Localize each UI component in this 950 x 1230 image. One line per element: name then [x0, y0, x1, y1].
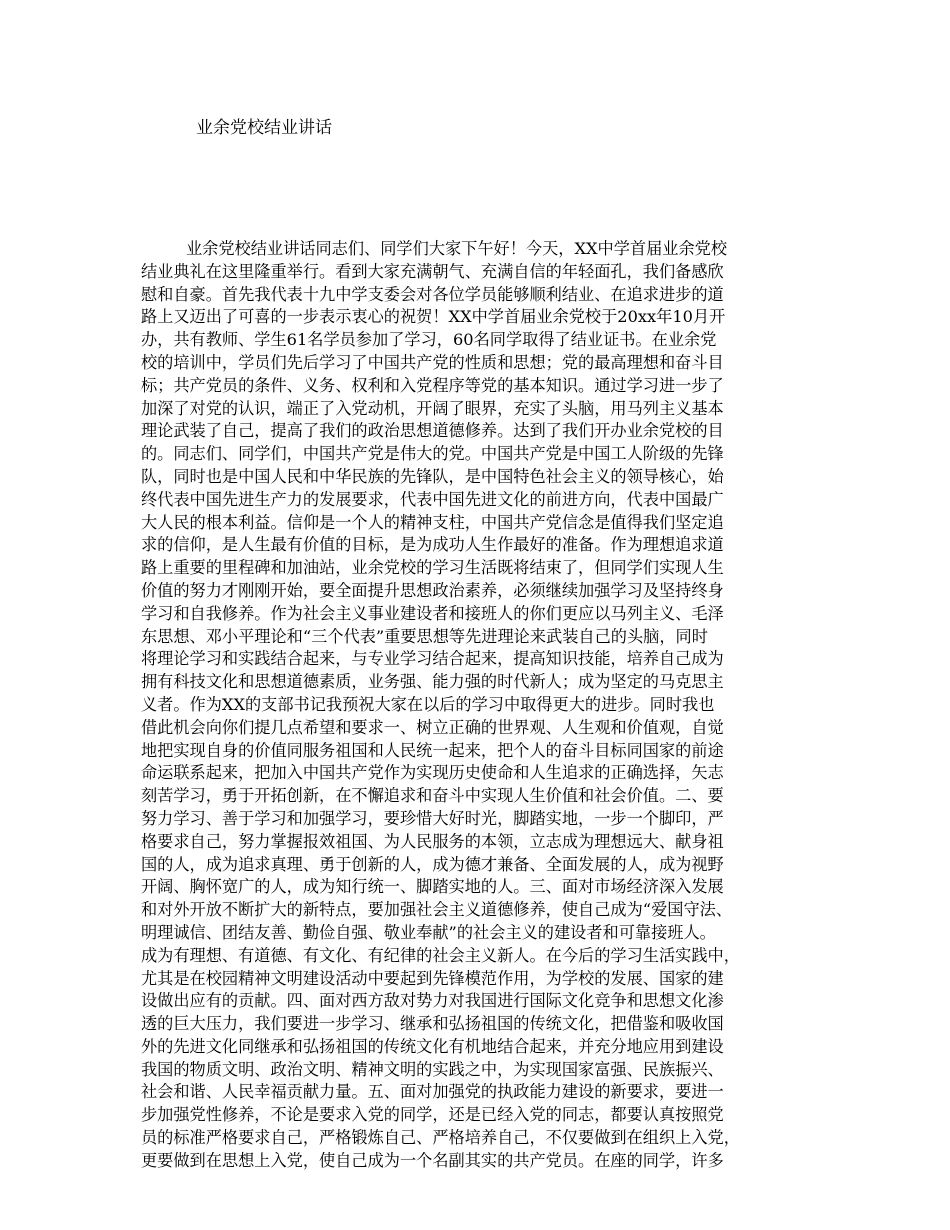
body-line: 终代表中国先进生产力的发展要求，代表中国先进文化的前进方向，代表中国最广 — [141, 489, 724, 509]
body-line: 我国的物质文明、政治文明、精神文明的实践之中，为实现国家富强、民族振兴、 — [141, 1059, 724, 1079]
body-line: 步加强党性修养，不论是要求入党的同学，还是已经入党的同志，都要认真按照党 — [141, 1105, 724, 1125]
body-line: 社会和谐、人民幸福贡献力量。五、面对加强党的执政能力建设的新要求，要进一 — [141, 1082, 724, 1102]
body-line: 和对外开放不断扩大的新特点，要加强社会主义道德修养，使自己成为“爱国守法、 — [141, 900, 733, 920]
body-line: 标；共产党员的条件、义务、权利和入党程序等党的基本知识。通过学习进一步了 — [141, 375, 724, 395]
document-body — [141, 238, 821, 1173]
body-line: 拥有科技文化和思想道德素质，业务强、能力强的时代新人；成为坚定的马克思主 — [141, 672, 724, 692]
body-line: 队，同时也是中国人民和中华民族的先锋队，是中国特色社会主义的领导核心，始 — [141, 466, 724, 486]
body-line: 国的人，成为追求真理、勇于创新的人，成为德才兼备、全面发展的人，成为视野 — [141, 854, 724, 874]
body-line: 开阔、胸怀宽广的人，成为知行统一、脚踏实地的人。三、面对市场经济深入发展 — [141, 877, 724, 897]
body-line: 成为有理想、有道德、有文化、有纪律的社会主义新人。在今后的学习生活实践中， — [141, 945, 740, 965]
body-line: 结业典礼在这里隆重举行。看到大家充满朝气、充满自信的年轻面孔，我们备感欣 — [141, 261, 724, 281]
body-line: 明理诚信、团结友善、勤俭自强、敬业奉献”的社会主义的建设者和可靠接班人。 — [141, 922, 716, 942]
body-line: 东思想、邓小平理论和“三个代表”重要思想等先进理论来武装自己的头脑，同时 — [141, 626, 708, 646]
body-line: 慰和自豪。首先我代表十九中学支委会对各位学员能够顺利结业、在追求进步的道 — [141, 284, 724, 304]
body-line: 地把实现自身的价值同服务祖国和人民统一起来，把个人的奋斗目标同国家的前途 — [141, 740, 724, 760]
body-line: 努力学习、善于学习和加强学习，要珍惜大好时光，脚踏实地，一步一个脚印，严 — [141, 808, 724, 828]
body-line: 外的先进文化同继承和弘扬祖国的传统文化有机地结合起来，并充分地应用到建设 — [141, 1036, 724, 1056]
body-line: 加深了对党的认识，端正了入党动机，开阔了眼界，充实了头脑，用马列主义基本 — [141, 398, 724, 418]
body-line: 理论武装了自己，提高了我们的政治思想道德修养。达到了我们开办业余党校的目 — [141, 421, 724, 441]
body-line: 的。同志们、同学们，中国共产党是伟大的党。中国共产党是中国工人阶级的先锋 — [141, 444, 724, 464]
body-line: 借此机会向你们提几点希望和要求一、树立正确的世界观、人生观和价值观，自觉 — [141, 717, 724, 737]
body-line: 更要做到在思想上入党，使自己成为一个名副其实的共产党员。在座的同学，许多 — [141, 1150, 724, 1170]
body-line: 校的培训中，学员们先后学习了中国共产党的性质和思想；党的最高理想和奋斗目 — [141, 352, 724, 372]
document-title: 业余党校结业讲话 — [196, 118, 332, 138]
body-line: 透的巨大压力，我们要进一步学习、继承和弘扬祖国的传统文化，把借鉴和吸收国 — [141, 1014, 724, 1034]
body-line: 命运联系起来，把加入中国共产党作为实现历史使命和人生追求的正确选择，矢志 — [141, 763, 724, 783]
body-line: 求的信仰，是人生最有价值的目标，是为成功人生作最好的准备。作为理想追求道 — [141, 535, 724, 555]
body-line: 尤其是在校园精神文明建设活动中要起到先锋模范作用，为学校的发展、国家的建 — [141, 968, 724, 988]
body-line: 设做出应有的贡献。四、面对西方敌对势力对我国进行国际文化竞争和思想文化渗 — [141, 991, 724, 1011]
body-line: 学习和自我修养。作为社会主义事业建设者和接班人的你们更应以马列主义、毛泽 — [141, 603, 724, 623]
body-line: 员的标准严格要求自己，严格锻炼自己、严格培养自己，不仅要做到在组织上入党， — [141, 1128, 740, 1148]
body-line: 路上又迈出了可喜的一步表示衷心的祝贺！XX中学首届业余党校于20xx年10月开 — [141, 307, 726, 327]
body-line: 业余党校结业讲话同志们、同学们大家下午好！今天，XX中学首届业余党校 — [186, 239, 728, 258]
body-line: 价值的努力才刚刚开始，要全面提升思想政治素养，必须继续加强学习及坚持终身 — [141, 580, 724, 600]
body-line: 刻苦学习，勇于开拓创新，在不懈追求和奋斗中实现人生价值和社会价值。二、要 — [141, 786, 724, 806]
body-line: 将理论学习和实践结合起来，与专业学习结合起来，提高知识技能，培养自己成为 — [141, 649, 724, 669]
body-line: 格要求自己，努力掌握报效祖国、为人民服务的本领，立志成为理想远大、献身祖 — [141, 831, 724, 851]
body-line: 办，共有教师、学生61名学员参加了学习，60名同学取得了结业证书。在业余党 — [141, 330, 717, 350]
body-line: 路上重要的里程碑和加油站，业余党校的学习生活既将结束了，但同学们实现人生 — [141, 558, 724, 578]
body-line: 大人民的根本利益。信仰是一个人的精神支柱，中国共产党信念是值得我们坚定追 — [141, 512, 724, 532]
body-line: 义者。作为XX的支部书记我预祝大家在以后的学习中取得更大的进步。同时我也 — [141, 694, 715, 714]
